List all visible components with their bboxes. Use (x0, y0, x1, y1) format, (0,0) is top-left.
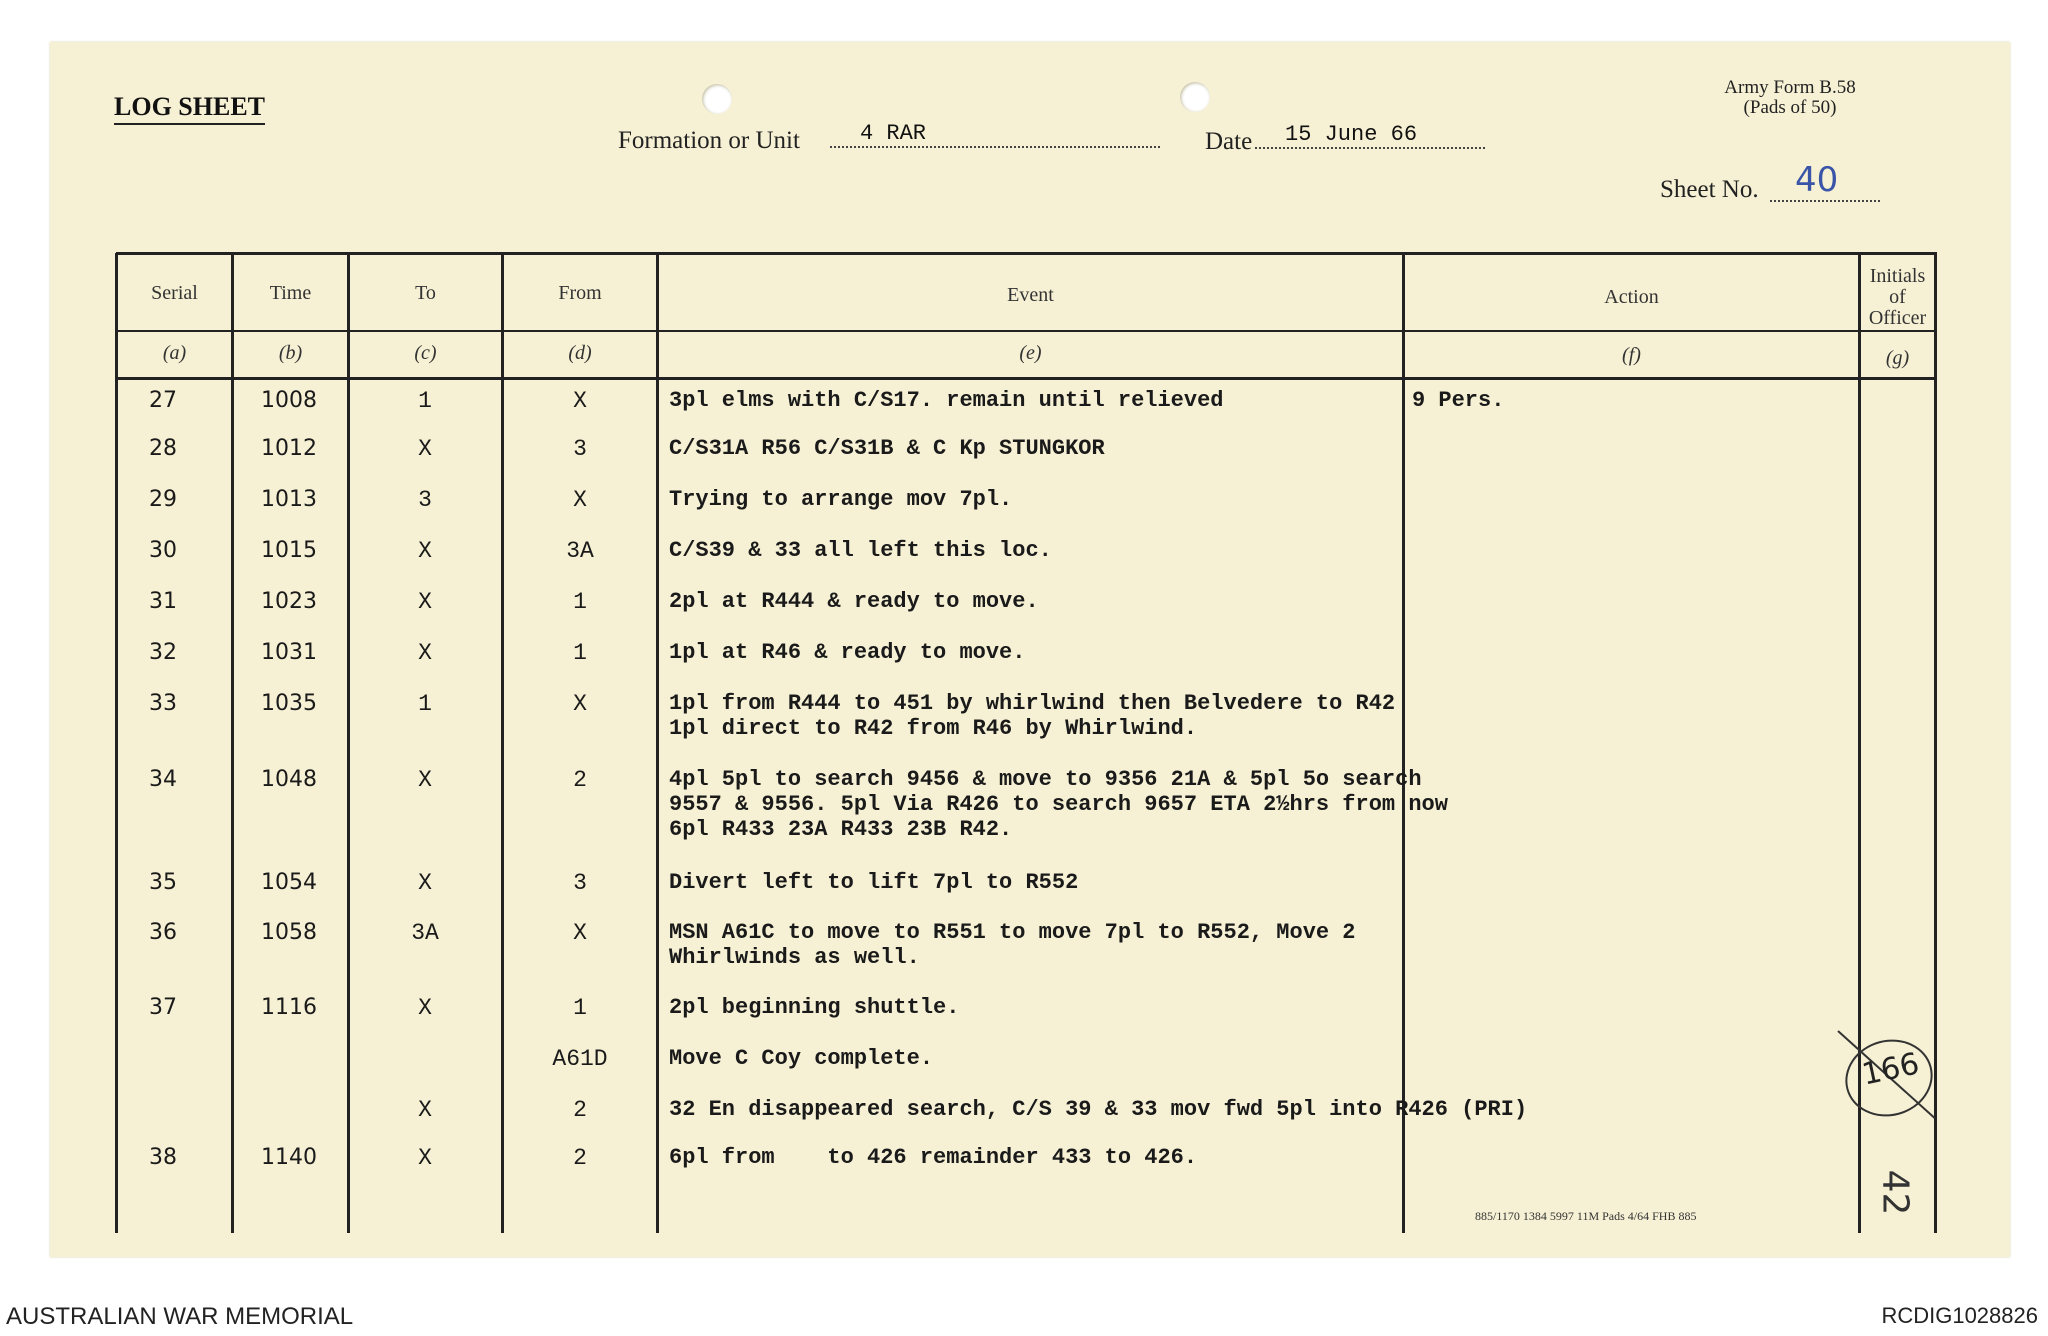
col-line-5 (1402, 253, 1405, 1233)
row-event: Trying to arrange mov 7pl. (669, 487, 1013, 512)
row-to: X (418, 640, 432, 666)
row-time: 1008 (261, 388, 317, 413)
row-to: 1 (418, 691, 432, 717)
row-serial: 35 (149, 870, 177, 895)
row-time: 1015 (261, 538, 317, 563)
row-serial: 37 (149, 995, 177, 1020)
sheet-no-label: Sheet No. (1660, 176, 1759, 203)
row-event: 4pl 5pl to search 9456 & move to 9356 21A & 5pl 5o search 9557 & 9556. 5pl Via R426 to search 9657 ETA 2½hrs from now 6pl R433 23A R433 23B R42. (669, 767, 1448, 842)
sheet-no-line (1770, 200, 1880, 202)
date-value: 15 June 66 (1255, 122, 1485, 149)
row-serial: 34 (149, 767, 177, 792)
row-serial: 27 (149, 388, 177, 413)
col-line-7 (1934, 253, 1937, 1233)
row-from: X (573, 691, 587, 717)
row-from: 1 (573, 995, 587, 1021)
row-to: X (418, 995, 432, 1021)
print-code: 885/1170 1384 5997 11M Pads 4/64 FHB 885 (1475, 1209, 1697, 1223)
col-header-serial: Serial (151, 282, 198, 304)
pads-note: (Pads of 50) (1743, 97, 1837, 118)
row-time: 1023 (261, 589, 317, 614)
row-serial: 33 (149, 691, 177, 716)
punch-hole-left (702, 84, 732, 114)
circled-number: 166 (1858, 1046, 1923, 1093)
row-from: 3A (566, 538, 594, 564)
row-to: X (418, 1145, 432, 1171)
row-time: 1013 (261, 487, 317, 512)
row-from: X (573, 487, 587, 513)
row-to: X (418, 589, 432, 615)
row-to: X (418, 870, 432, 896)
row-to: 3 (418, 487, 432, 513)
row-action: 9 Pers. (1412, 388, 1505, 413)
row-time: 1012 (261, 436, 317, 461)
row-event: 1pl at R46 & ready to move. (669, 640, 1026, 665)
row-to: X (418, 1097, 432, 1123)
col-header-initials: Initials of Officer (1868, 265, 1927, 329)
row-time: 1054 (261, 870, 317, 895)
col-header-to: To (415, 282, 436, 304)
row-event: MSN A61C to move to R551 to move 7pl to R552, Move 2 Whirlwinds as well. (669, 920, 1356, 970)
row-event: 1pl from R444 to 451 by whirlwind then Belvedere to R42 1pl direct to R42 from R46 by Whirlwind. (669, 691, 1396, 741)
col-sub-c: (c) (414, 342, 437, 364)
row-serial: 29 (149, 487, 177, 512)
row-from: 2 (573, 767, 587, 793)
row-to: X (418, 436, 432, 462)
col-sub-f: (f) (1622, 344, 1641, 366)
row-event: 2pl at R444 & ready to move. (669, 589, 1039, 614)
row-from: X (573, 388, 587, 414)
col-sub-e: (e) (1019, 342, 1042, 364)
row-event: C/S39 & 33 all left this loc. (669, 538, 1052, 563)
formation-value: 4 RAR (830, 121, 1160, 148)
row-event: Divert left to lift 7pl to R552 (669, 870, 1079, 895)
col-header-time: Time (269, 282, 312, 304)
archive-credit: AUSTRALIAN WAR MEMORIAL (6, 1303, 354, 1330)
row-from: 1 (573, 589, 587, 615)
form-reference (1680, 78, 1900, 118)
row-time: 1031 (261, 640, 317, 665)
row-event: Move C Coy complete. (669, 1046, 934, 1071)
subheader-divider (115, 377, 1937, 380)
row-serial: 31 (149, 589, 177, 614)
row-time: 1035 (261, 691, 317, 716)
row-from: 3 (573, 436, 587, 462)
col-sub-b: (b) (278, 342, 303, 364)
row-time: 1058 (261, 920, 317, 945)
row-to: X (418, 767, 432, 793)
row-serial: 32 (149, 640, 177, 665)
row-event: 3pl elms with C/S17. remain until relieved (669, 388, 1224, 413)
row-event: 32 En disappeared search, C/S 39 & 33 mov fwd 5pl into R426 (PRI) (669, 1097, 1528, 1122)
punch-hole-right (1180, 82, 1210, 112)
page-title: LOG SHEET (114, 92, 265, 125)
header-divider (115, 330, 1937, 332)
row-to: 3A (411, 920, 439, 946)
col-sub-d: (d) (568, 342, 592, 364)
col-header-action: Action (1604, 286, 1659, 308)
row-time: 1116 (261, 995, 317, 1020)
row-from: 2 (573, 1145, 587, 1171)
row-from: 1 (573, 640, 587, 666)
row-from: X (573, 920, 587, 946)
col-sub-g: (g) (1885, 347, 1910, 369)
army-form-number: Army Form B.58 (1724, 77, 1856, 98)
row-event: C/S31A R56 C/S31B & C Kp STUNGKOR (669, 436, 1105, 461)
col-header-event: Event (1007, 284, 1054, 306)
row-to: 1 (418, 388, 432, 414)
row-event: 2pl beginning shuttle. (669, 995, 960, 1020)
row-serial: 38 (149, 1145, 177, 1170)
row-serial: 28 (149, 436, 177, 461)
col-header-from: From (558, 282, 602, 304)
page-number-stamp: 42 (1874, 1169, 1916, 1216)
row-time: 1048 (261, 767, 317, 792)
row-event: 6pl from to 426 remainder 433 to 426. (669, 1145, 1198, 1170)
col-sub-a: (a) (162, 342, 187, 364)
row-from: A61D (552, 1046, 608, 1072)
sheet-no-value: 40 (1795, 160, 1839, 200)
row-serial: 30 (149, 538, 177, 563)
row-from: 2 (573, 1097, 587, 1123)
row-to: X (418, 538, 432, 564)
formation-label: Formation or Unit (618, 127, 800, 154)
date-label: Date (1205, 128, 1253, 155)
row-time: 1140 (261, 1145, 317, 1170)
archive-id: RCDIG1028826 (1881, 1303, 2038, 1328)
row-serial: 36 (149, 920, 177, 945)
col-line-4 (656, 253, 659, 1233)
log-sheet-paper (50, 42, 2010, 1257)
row-from: 3 (573, 870, 587, 896)
